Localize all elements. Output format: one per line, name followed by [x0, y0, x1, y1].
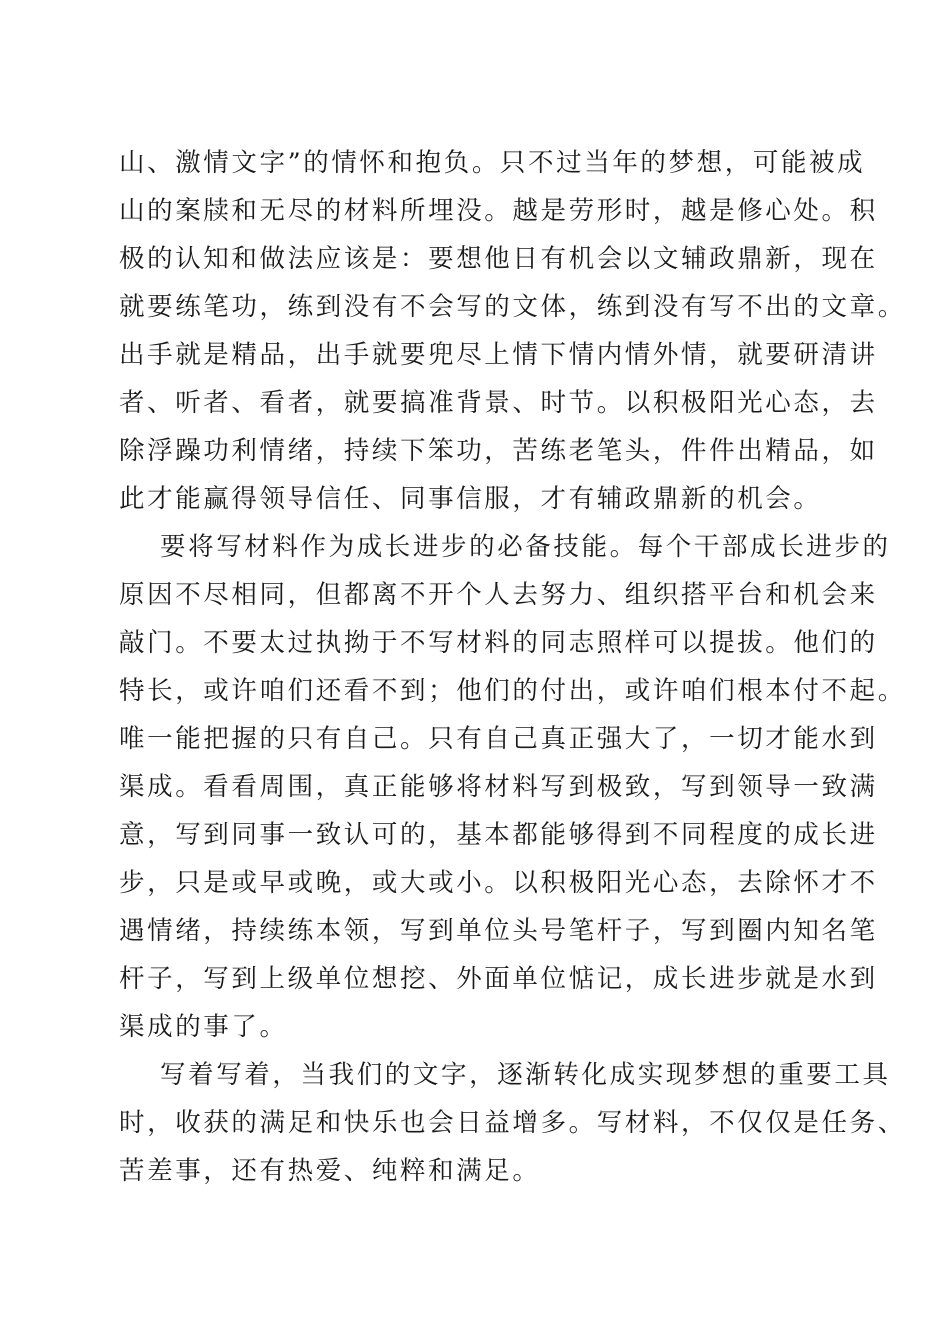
text-line: 步，只是或早或晚，或大或小。以积极阳光心态，去除怀才不 — [119, 868, 878, 898]
text-line: 唯一能把握的只有自己。只有自己真正强大了，一切才能水到 — [119, 724, 878, 754]
text-line: 出手就是精品，出手就要兜尽上情下情内情外情，就要研清讲 — [119, 340, 878, 370]
text-line: 要将写材料作为成长进步的必备技能。每个干部成长进步的 — [160, 532, 891, 562]
text-line: 杆子，写到上级单位想挖、外面单位惦记，成长进步就是水到 — [119, 964, 878, 994]
text-line: 山、激情文字”的情怀和抱负。只不过当年的梦想，可能被成 — [119, 148, 866, 178]
text-line: 者、听者、看者，就要搞准背景、时节。以积极阳光心态，去 — [119, 388, 878, 418]
text-line: 原因不尽相同，但都离不开个人去努力、组织搭平台和机会来 — [119, 580, 878, 610]
text-line: 渠成的事了。 — [119, 1012, 288, 1042]
text-line: 就要练笔功，练到没有不会写的文体，练到没有写不出的文章。 — [119, 292, 906, 322]
text-line: 渠成。看看周围，真正能够将材料写到极致，写到领导一致满 — [119, 772, 878, 802]
text-line: 特长，或许咱们还看不到；他们的付出，或许咱们根本付不起。 — [119, 676, 906, 706]
text-line: 此才能赢得领导信任、同事信服，才有辅政鼎新的机会。 — [119, 484, 822, 514]
text-line: 苦差事，还有热爱、纯粹和满足。 — [119, 1156, 541, 1186]
text-line: 写着写着，当我们的文字，逐渐转化成实现梦想的重要工具 — [160, 1060, 891, 1090]
text-line: 意，写到同事一致认可的，基本都能够得到不同程度的成长进 — [119, 820, 878, 850]
text-line: 极的认知和做法应该是：要想他日有机会以文辅政鼎新，现在 — [119, 244, 878, 274]
text-line: 遇情绪，持续练本领，写到单位头号笔杆子，写到圈内知名笔 — [119, 916, 878, 946]
text-line: 时，收获的满足和快乐也会日益增多。写材料，不仅仅是任务、 — [119, 1108, 906, 1138]
text-line: 除浮躁功利情绪，持续下笨功，苦练老笔头，件件出精品，如 — [119, 436, 878, 466]
text-line: 山的案牍和无尽的材料所埋没。越是劳形时，越是修心处。积 — [119, 196, 878, 226]
text-line: 敲门。不要太过执拗于不写材料的同志照样可以提拔。他们的 — [119, 628, 878, 658]
